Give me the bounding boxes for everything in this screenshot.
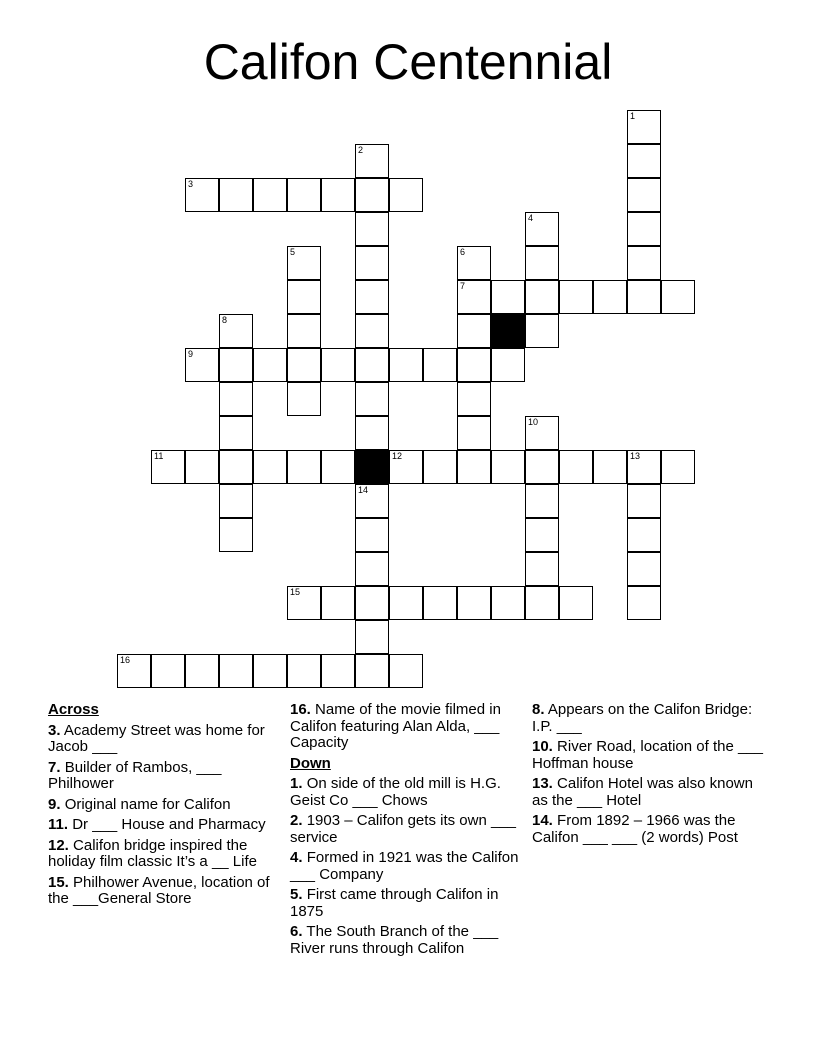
grid-cell[interactable] [219,178,253,212]
grid-cell[interactable] [457,586,491,620]
grid-cell[interactable] [219,518,253,552]
grid-cell[interactable] [525,212,559,246]
grid-cell-black [491,314,525,348]
grid-cell[interactable] [321,178,355,212]
grid-cell[interactable] [355,518,389,552]
clue-down-8: 8. Appears on the Califon Bridge: I.P. ___ [532,701,753,735]
grid-cell[interactable] [593,280,627,314]
down-heading: Down [290,754,331,772]
cell-number: 9 [188,349,194,359]
grid-cell[interactable] [661,280,695,314]
grid-cell[interactable] [253,450,287,484]
grid-cell[interactable] [321,654,355,688]
clue-down-1: 1. On side of the old mill is H.G. Geist Co ___ Chows [290,775,501,809]
grid-cell[interactable] [457,382,491,416]
clue-down-2: 2. 1903 – Califon gets its own ___ service [290,812,516,846]
grid-cell[interactable] [559,280,593,314]
grid-cell[interactable] [355,484,389,518]
grid-cell[interactable] [219,450,253,484]
grid-cell[interactable] [457,314,491,348]
grid-cell[interactable] [525,586,559,620]
cell-number: 2 [358,145,364,155]
clue-across-11: 11. Dr ___ House and Pharmacy [48,816,266,833]
grid-cell[interactable] [525,552,559,586]
clue-across-9: 9. Original name for Califon [48,795,231,813]
cell-number: 6 [460,247,466,257]
grid-cell[interactable] [559,586,593,620]
cell-number: 5 [290,247,296,257]
puzzle-title: Califon Centennial [203,34,613,90]
grid-cell[interactable] [253,654,287,688]
grid-cell[interactable] [525,484,559,518]
clue-across-7: 7. Builder of Rambos, ___ Philhower [48,758,222,792]
grid-cell[interactable] [219,654,253,688]
grid-cell[interactable] [491,280,525,314]
clue-down-14: 14. From 1892 – 1966 was the Califon ___ ___ (2 words) Post [532,812,738,846]
grid-cell[interactable] [525,450,559,484]
grid-cell[interactable] [389,348,423,382]
grid-cell[interactable] [525,280,559,314]
grid-cell[interactable] [627,178,661,212]
grid-cell[interactable] [457,348,491,382]
grid-cell[interactable] [457,416,491,450]
grid-cell[interactable] [355,416,389,450]
grid-cell[interactable] [627,552,661,586]
grid-cell[interactable] [457,280,491,314]
grid-cell[interactable] [253,348,287,382]
cell-number: 7 [460,281,466,291]
grid-cell[interactable] [287,314,321,348]
grid-cell[interactable] [287,382,321,416]
grid-cell[interactable] [525,416,559,450]
grid-cell[interactable] [457,450,491,484]
grid-cell[interactable] [627,212,661,246]
grid-cell[interactable] [593,450,627,484]
cell-number: 4 [528,213,534,223]
grid-cell[interactable] [627,450,661,484]
clue-down-4: 4. Formed in 1921 was the Califon ___ Company [290,849,519,883]
grid-cell[interactable] [491,586,525,620]
clue-across-15: 15. Philhower Avenue, location of the ___General Store [48,873,270,907]
grid-cell[interactable] [525,246,559,280]
grid-cell[interactable] [151,450,185,484]
grid-cell[interactable] [287,280,321,314]
grid-cell[interactable] [457,246,491,280]
grid-cell[interactable] [627,518,661,552]
grid-cell[interactable] [355,654,389,688]
grid-cell[interactable] [355,178,389,212]
grid-cell[interactable] [287,178,321,212]
grid-cell[interactable] [389,178,423,212]
grid-cell[interactable] [219,416,253,450]
cell-number: 12 [392,451,403,461]
cell-number: 13 [630,451,641,461]
grid-cell[interactable] [423,348,457,382]
grid-cell[interactable] [559,450,593,484]
grid-cell[interactable] [355,348,389,382]
grid-cell[interactable] [185,348,219,382]
grid-cell[interactable] [185,654,219,688]
grid-cell[interactable] [389,654,423,688]
cell-number: 14 [358,485,369,495]
grid-cell[interactable] [491,348,525,382]
grid-cell[interactable] [287,586,321,620]
grid-cell[interactable] [355,314,389,348]
grid-cell[interactable] [627,144,661,178]
grid-cell-black [355,450,389,484]
grid-cell[interactable] [151,654,185,688]
clues-column-2 [290,700,525,961]
grid-cell[interactable] [355,280,389,314]
grid-cell[interactable] [423,586,457,620]
cell-number: 11 [154,451,164,461]
grid-cell[interactable] [491,450,525,484]
clues-column-1 [48,700,273,912]
clue-across-3: 3. Academy Street was home for Jacob ___ [48,721,265,755]
clues-column-3 [532,700,767,850]
grid-cell[interactable] [389,586,423,620]
clue-down-13: 13. Califon Hotel was also known as the ___ Hotel [532,775,753,809]
grid-cell[interactable] [627,110,661,144]
across-heading: Across [48,701,99,718]
grid-cell[interactable] [321,586,355,620]
grid-cell[interactable] [253,178,287,212]
grid-cell[interactable] [355,586,389,620]
grid-cell[interactable] [525,314,559,348]
grid-cell[interactable] [355,246,389,280]
grid-cell[interactable] [627,586,661,620]
grid-cell[interactable] [219,314,253,348]
grid-cell[interactable] [321,450,355,484]
grid-cell[interactable] [219,484,253,518]
grid-cell[interactable] [627,246,661,280]
grid-cell[interactable] [355,620,389,654]
cell-number: 10 [528,417,539,427]
grid-cell[interactable] [287,246,321,280]
grid-cell[interactable] [355,212,389,246]
clue-down-6: 6. The South Branch of the ___ River runs through Califon [290,923,499,957]
grid-cell[interactable] [219,348,253,382]
cell-number: 16 [120,655,131,665]
cell-number: 1 [630,111,636,121]
grid-cell[interactable] [321,348,355,382]
grid-cell[interactable] [627,280,661,314]
grid-cell[interactable] [627,484,661,518]
grid-cell[interactable] [423,450,457,484]
grid-cell[interactable] [287,654,321,688]
clue-down-10: 10. River Road, location of the ___ Hoffman house [532,738,763,772]
cell-number: 15 [290,587,301,597]
grid-cell[interactable] [287,348,321,382]
cell-number: 8 [222,315,228,325]
grid-cell[interactable] [287,450,321,484]
grid-cell[interactable] [185,178,219,212]
grid-cell[interactable] [661,450,695,484]
clue-across-16: 16. Name of the movie filmed in Califon featuring Alan Alda, ___ Capacity [290,701,501,751]
grid-cell[interactable] [355,552,389,586]
grid-cell[interactable] [355,144,389,178]
grid-cell[interactable] [219,382,253,416]
grid-cell[interactable] [355,382,389,416]
grid-cell[interactable] [389,450,423,484]
clue-across-12: 12. Califon bridge inspired the holiday film classic It’s a __ Life [48,836,257,870]
grid-cell[interactable] [185,450,219,484]
clue-down-5: 5. First came through Califon in 1875 [290,886,499,920]
grid-cell[interactable] [117,654,151,688]
cell-number: 3 [188,179,194,189]
grid-cell[interactable] [525,518,559,552]
